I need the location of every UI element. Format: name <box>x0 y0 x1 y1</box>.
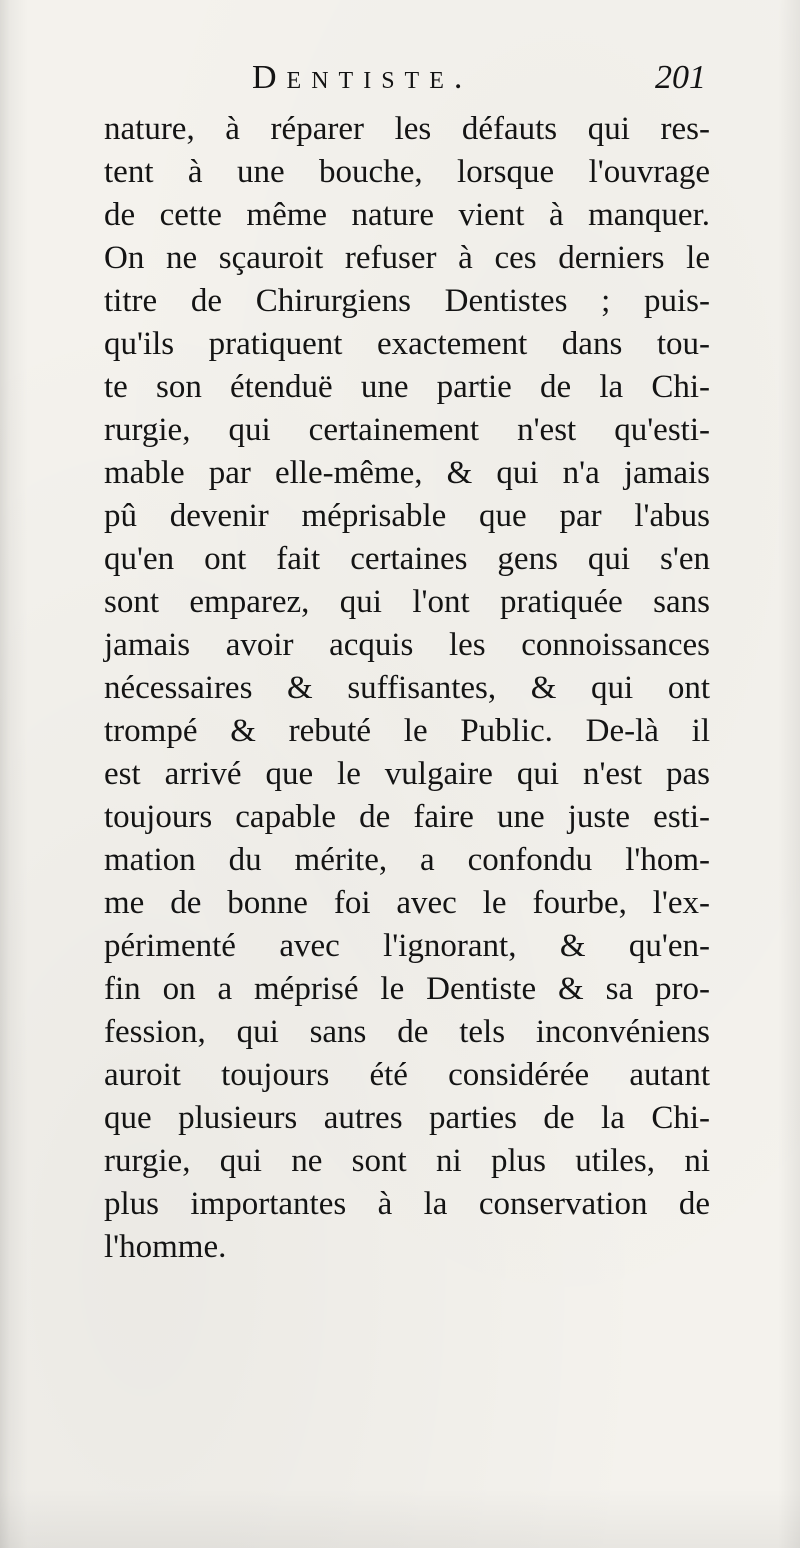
text-line: qu'ils pratiquent exactement dans tou- <box>104 326 710 362</box>
running-title: Dentiste. <box>252 59 473 96</box>
text-line: auroit toujours été considérée autant <box>104 1057 710 1093</box>
text-line: te son étenduë une partie de la Chi- <box>104 369 710 405</box>
text-line: que plusieurs autres parties de la Chi- <box>104 1100 710 1136</box>
text-line-final: l'homme. <box>104 1229 227 1265</box>
text-line: titre de Chirurgiens Dentistes ; puis- <box>104 283 710 319</box>
page-bottom-shadow <box>0 1488 800 1548</box>
text-line: est arrivé que le vulgaire qui n'est pas <box>104 756 710 792</box>
page-header <box>102 56 712 106</box>
text-line: me de bonne foi avec le fourbe, l'ex- <box>104 885 710 921</box>
text-line: pû devenir méprisable que par l'abus <box>104 498 710 534</box>
text-line: sont emparez, qui l'ont pratiquée sans <box>104 584 710 620</box>
text-line: qu'en ont fait certaines gens qui s'en <box>104 541 710 577</box>
text-line: jamais avoir acquis les connoissances <box>104 627 710 663</box>
text-line: plus importantes à la conservation de <box>104 1186 710 1222</box>
text-line: nécessaires & suffisantes, & qui ont <box>104 670 710 706</box>
text-line: nature, à réparer les défauts qui res- <box>104 111 710 147</box>
text-line: de cette même nature vient à manquer. <box>104 197 710 233</box>
text-line: périmenté avec l'ignorant, & qu'en- <box>104 928 710 964</box>
text-line: On ne sçauroit refuser à ces derniers le <box>104 240 710 276</box>
text-line: rurgie, qui certainement n'est qu'esti- <box>104 412 710 448</box>
page-edge-shadow <box>778 0 800 1548</box>
text-line: fession, qui sans de tels inconvéniens <box>104 1014 710 1050</box>
text-line: toujours capable de faire une juste esti- <box>104 799 710 835</box>
page-number: 201 <box>655 59 706 96</box>
text-line: tent à une bouche, lorsque l'ouvrage <box>104 154 710 190</box>
text-line: rurgie, qui ne sont ni plus utiles, ni <box>104 1143 710 1179</box>
text-line: fin on a méprisé le Dentiste & sa pro- <box>104 971 710 1007</box>
body-text <box>104 108 710 1269</box>
text-line: mable par elle-même, & qui n'a jamais <box>104 455 710 491</box>
text-line: trompé & rebuté le Public. De-là il <box>104 713 710 749</box>
text-line: mation du mérite, a confondu l'hom- <box>104 842 710 878</box>
